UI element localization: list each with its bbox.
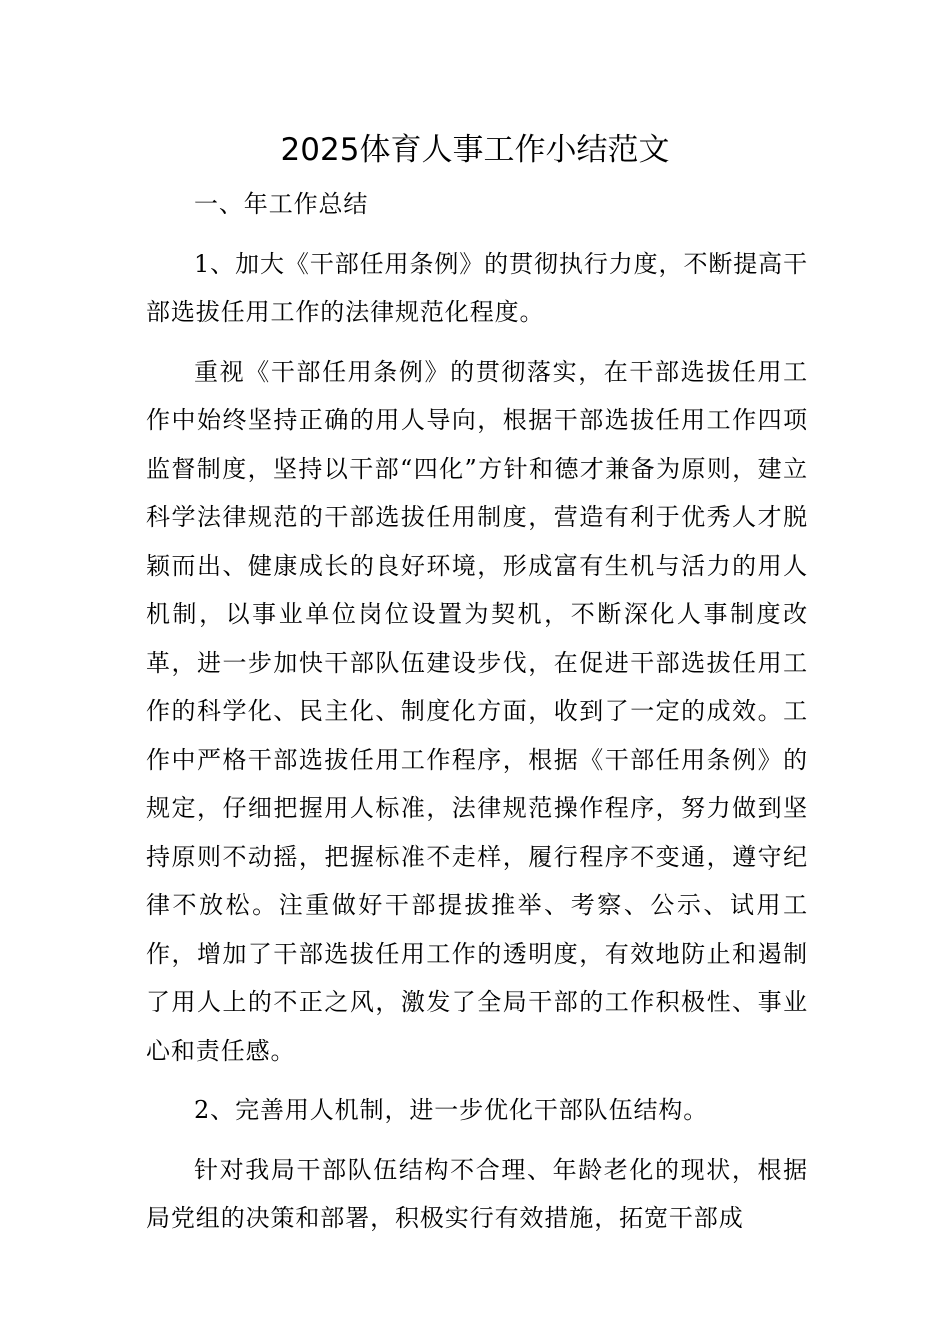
paragraph-1: 重视《干部任用条例》的贯彻落实，在干部选拔任用工作中始终坚持正确的用人导向，根据干部选拔任用工作四项监督制度，坚持以干部“四化”方针和德才兼备为原则，建立科学法律规范的干部选拔任用制度，营造有利于优秀人才脱颖而出、健康成长的良好环境，形成富有生机与活力的用人机制，以事业单位岗位设置为契机，不断深化人事制度改革，进一步加快干部队伍建设步伐，在促进干部选拔任用工作的科学化、民主化、制度化方面，收到了一定的成效。工作中严格干部选拔任用工作程序，根据《干部任用条例》的规定，仔细把握用人标准，法律规范操作程序，努力做到坚持原则不动摇，把握标准不走样，履行程序不变通，遵守纪律不放松。注重做好干部提拔推举、考察、公示、试用工作，增加了干部选拔任用工作的透明度，有效地防止和遏制了用人上的不正之风，激发了全局干部的工作积极性、事业心和责任感。 — [146, 357, 808, 1065]
section-heading: 一、年工作总结 — [194, 190, 369, 218]
paragraph-2: 针对我局干部队伍结构不合理、年龄老化的现状，根据局党组的决策和部署，积极实行有效措施，拓宽干部成 — [146, 1155, 808, 1232]
item-2-title: 2、完善用人机制，进一步优化干部队伍结构。 — [194, 1096, 709, 1124]
item-1-title: 1、加大《干部任用条例》的贯彻执行力度，不断提高干部选拔任用工作的法律规范化程度。 — [146, 249, 808, 326]
document-title: 2025体育人事工作小结范文 — [280, 132, 670, 168]
document-body — [146, 180, 808, 1243]
